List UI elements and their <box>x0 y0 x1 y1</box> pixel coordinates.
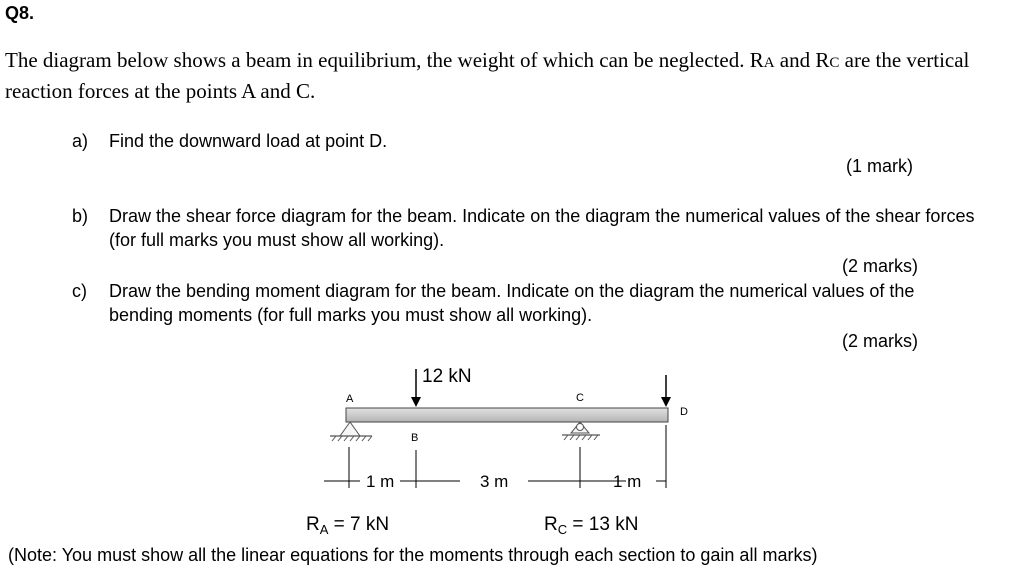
point-a-label: A <box>346 393 354 405</box>
load-label: 12 kN <box>422 366 472 387</box>
intro-text-1: The diagram below shows a beam in equilibrium, the weight of which can be neglected. R <box>5 48 764 72</box>
dim-ab-label: 1 m <box>366 472 395 491</box>
part-c-text: Draw the bending moment diagram for the beam. Indicate on the diagram the numerical values of the bending moments (for full marks you must show all working). <box>109 281 915 325</box>
question-intro <box>5 46 1015 105</box>
reaction-c: $R_C = 13$ kN <box>544 514 639 537</box>
beam-diagram <box>300 355 720 537</box>
intro-text-3: are the vertical reaction forces at the points A and C. <box>5 48 970 103</box>
part-c-label: c) <box>72 281 87 301</box>
part-b-label: b) <box>72 206 89 226</box>
pin-support-a <box>330 422 372 441</box>
note: (Note: You must show all the linear equations for the moments through each section to gain all marks) <box>8 545 818 565</box>
part-a-text: Find the downward load at point D. <box>109 131 388 151</box>
load-arrow <box>411 369 421 407</box>
part-c-marks: (2 marks) <box>842 331 918 351</box>
load-arrow-d <box>661 375 671 407</box>
part-a-label: a) <box>72 131 89 151</box>
point-b-label: B <box>411 432 419 444</box>
part-a-marks: (1 mark) <box>846 156 913 176</box>
beam <box>346 408 668 422</box>
part-b-text: Draw the shear force diagram for the beam. Indicate on the diagram the numerical values of the shear forces (for full marks you must show all working). <box>109 206 975 250</box>
question-number: Q8. <box>5 3 35 23</box>
dim-cd-label: 1 m <box>613 472 642 491</box>
reaction-a: $R_A = 7$ kN <box>306 514 390 537</box>
dim-bc-label: 3 m <box>480 472 509 491</box>
intro-sub-c: C <box>829 55 840 71</box>
roller-support-c <box>562 422 600 440</box>
point-d-label: D <box>680 406 688 418</box>
part-b-marks: (2 marks) <box>842 256 918 276</box>
intro-text-2: and R <box>774 48 830 72</box>
intro-sub-a: A <box>763 55 775 71</box>
point-c-label: C <box>576 392 584 404</box>
